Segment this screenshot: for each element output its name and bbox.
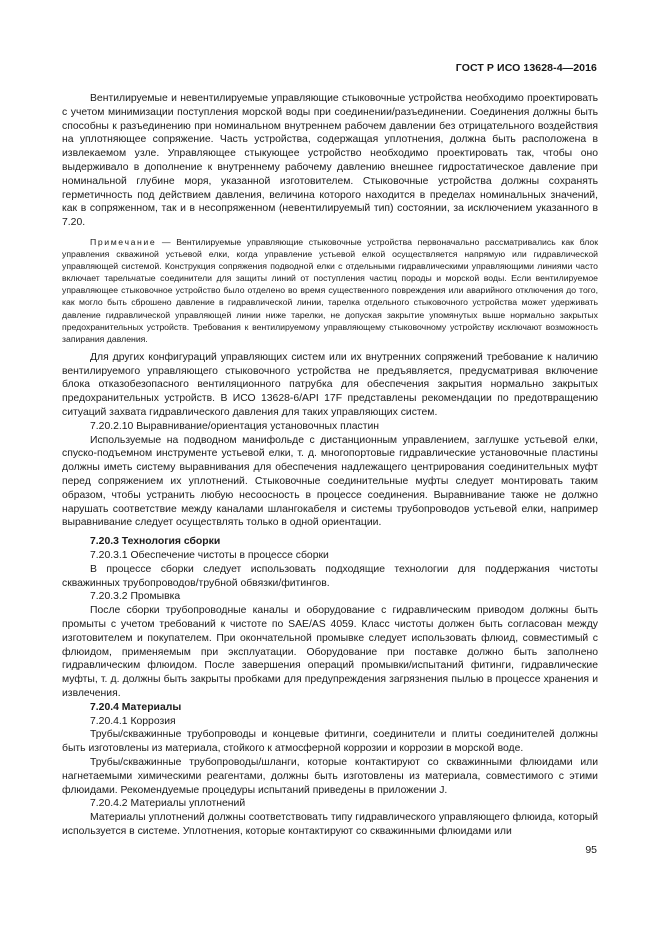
paragraph-other-configurations: Для других конфигураций управляющих систем или их внутренних сопряжений требование к наличию вентилируемого управляющего стыковочного устройства не предъявляется, предусматривая включение блока отказобезопасного вентиляционного патрубка для обеспечения закрытия нормально закрытых предохранительных устройств. В ИСО 13628-6/API 17F представлены рекомендации по предотвращению ситуаций захвата гидравлического давления для таких управляющих систем. [62,351,598,418]
paragraph-alignment: Используемые на подводном манифольде с дистанционным управлением, заглушке устьевой елки, спуско-подъемном инструменте устьевой елки, т. д. многопортовые гидравлические установочные пластины должны иметь систему выравнивания для обеспечения надлежащего центрирования соединительных муфт перед сопряжением их уплотнений. Стыковочные соединительные муфты следует монтировать таким образом, чтобы устранить любую несоосность в процессе соединения. Выравнивание также не должно нарушать соответствие между каналами шлангокабеля и системы трубопроводов устьевой елки, например выравнивание следует осуществлять только в одной ориентации. [62,434,598,529]
paragraph-venting-devices: Вентилируемые и невентилируемые управляющие стыковочные устройства необходимо проектировать с учетом минимизации поступления морской воды при соединении/разъединении. Соединения должны быть способны к разъединению при номинальном внутреннем рабочем давлении без отрицательного воздействия на уплотняющее сопряжение. Часть устройства, содержащая уплотнения, должна быть расположена в извлекаемом узле. Управляющее стыкующее устройство необходимо проектировать так, чтобы оно выдерживало в дополнение к внутреннему рабочему давлению внешнее гидростатическое давление при номинальной глубине моря, указанной изготовителем. Стыковочные устройства должны сохранять герметичность под действием давления, величина которого находится в пределах номинальных значений, как в сопряженном, так и в несопряженном (невентилируемый тип) состоянии, за исключением указанного в 7.20. [62,93,598,229]
paragraph-compatibility: Трубы/скважинные трубопроводы/шланги, которые контактируют со скважинными флюидами или нагнетаемыми химическими реагентами, должны быть изготовлены из материала, совместимого с этими флюидами. Рекомендуемые процедуры испытаний приведены в приложении J. [62,756,598,796]
section-heading-7-20-4: 7.20.4 Материалы [90,701,182,713]
section-heading-7-20-3: 7.20.3 Технология сборки [90,536,221,548]
paragraph-seal-materials: Материалы уплотнений должны соответствовать типу гидравлического управляющего флюида, который используется в системе. Уплотнения, которые контактируют со скважинными флюидами или [62,812,598,837]
section-heading-7-20-3-1: 7.20.3.1 Обеспечение чистоты в процессе сборки [90,549,329,561]
paragraph-corrosion: Трубы/скважинные трубопроводы и концевые фитинги, соединители и плиты соединителей должны быть изготовлены из материала, стойкого к атмосферной коррозии и коррозии в морской воде. [62,729,598,755]
document-body [62,92,598,839]
section-heading-7-20-3-2: 7.20.3.2 Промывка [90,591,181,603]
note-label: Примечание [90,236,157,247]
paragraph-flushing: После сборки трубопроводные каналы и оборудование с гидравлическим приводом должны быть промыты с учетом требований к чистоте по SAE/AS 4059. Класс чистоты должен быть согласован между изготовителем и покупателем. При окончательной промывке следует использовать флюид, совместимый с флюидом, применяемым при эксплуатации. Оборудование при поставке должно быть заполнено гидравлическим флюидом. После завершения операций промывки/испытаний фитинги, гидравлические муфты, т. д. должны быть закрыты пробками для предупреждения загрязнения пылью в процессе хранения и извлечения. [62,605,598,699]
note-block [62,236,598,345]
section-heading-7-20-4-1: 7.20.4.1 Коррозия [90,715,176,727]
section-heading-7-20-4-2: 7.20.4.2 Материалы уплотнений [90,798,246,810]
paragraph-assembly-cleanliness: В процессе сборки следует использовать подходящие технологии для поддержания чистоты скважинных трубопроводов/трубной обвязки/фитингов. [62,563,598,589]
note-paragraph [62,236,598,345]
section-heading-7-20-2-10: 7.20.2.10 Выравнивание/ориентация установочных пластин [90,420,380,432]
note-text: — Вентилируемые управляющие стыковочные устройства первоначально рассматривались как блок управления скважиной устьевой елки, когда управление устьевой елкой осуществляется напрямую или гидравлической управляющей системой. Конструкция сопряжения подводной елки с отдельными гидравлическими управляющими линиями часто включает тарельчатые соединители для защиты линий от поступления частиц породы и морской воды. Если вентилируемое управляющее стыковочное устройство было отделено во время существенного повреждения или аварийного отключения до того, как могло быть сброшено давление в гидравлической линии, тарелка отдельного стыковочного устройства может удерживать давление гидравлической управляющей линии ниже тарелки, не допуская закрытие упомянутых выше нормально закрытых предохранительных устройств. Требования к вентилируемому управляющему стыковочному устройству исключают возможность запирания давления. [62,236,598,344]
document-header: ГОСТ Р ИСО 13628-4—2016 [455,62,597,74]
page-number: 95 [585,844,597,856]
